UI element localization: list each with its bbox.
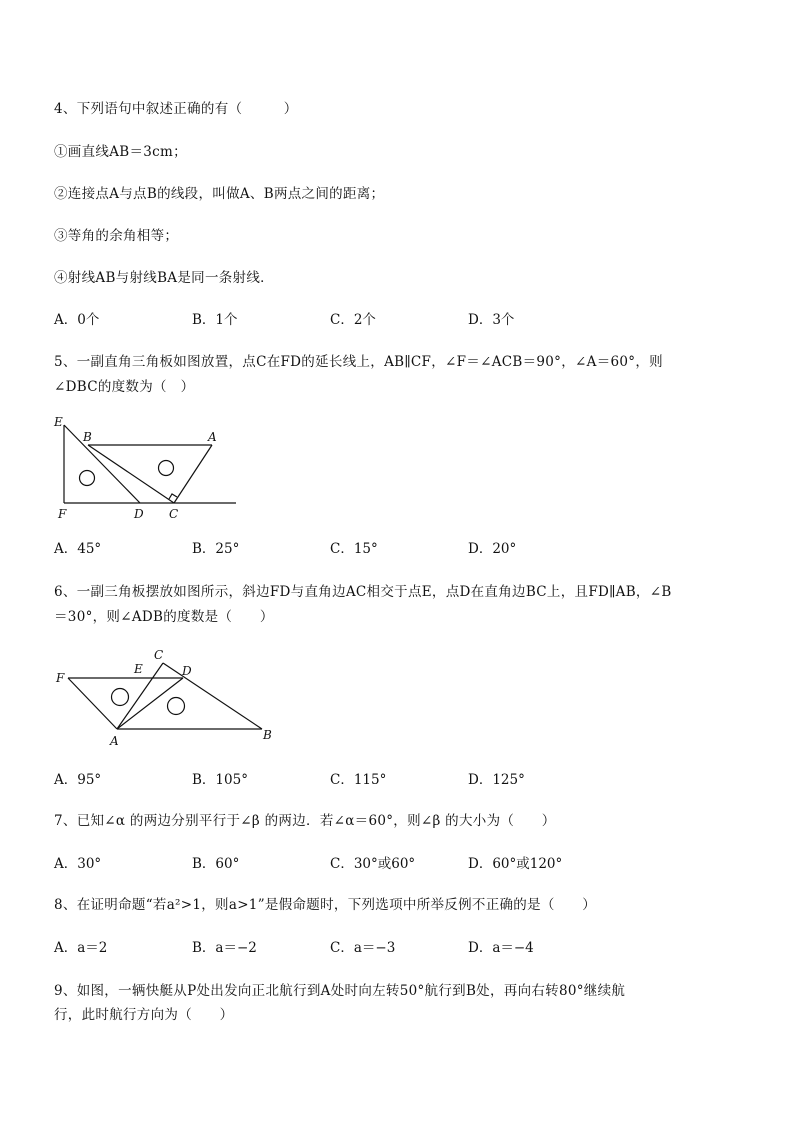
q7-option-a: A．30° <box>54 856 102 872</box>
q5-line-ed <box>64 425 140 503</box>
q6-option-b: B．105° <box>192 772 248 788</box>
q7-option-b: B．60° <box>192 856 240 872</box>
q4-item-2: ②连接点A与点B的线段，叫做A、B两点之间的距离； <box>54 186 385 202</box>
q6-label-a: A <box>110 734 119 748</box>
q6-circle-right <box>168 698 185 715</box>
q8-option-d: D．a＝−4 <box>468 940 534 956</box>
q8-option-a: A．a＝2 <box>54 940 108 956</box>
q5-circle-right <box>159 461 174 476</box>
q4-item-3: ③等角的余角相等； <box>54 228 179 244</box>
q4-stem: 4、下列语句中叙述正确的有（ ） <box>54 101 298 117</box>
q5-stem-line2: ∠DBC的度数为（ ） <box>54 379 195 395</box>
q8-stem: 8、在证明命题“若a²>1，则a>1”是假命题时，下列选项中所举反例不正确的是（ ） <box>54 897 597 913</box>
q6-option-c: C．115° <box>330 772 387 788</box>
q6-label-b: B <box>263 728 272 742</box>
q7-stem: 7、已知∠α 的两边分别平行于∠β 的两边．若∠α＝60°，则∠β 的大小为（ ） <box>54 813 556 829</box>
q6-line-cb <box>163 663 262 729</box>
q6-label-f: F <box>56 671 65 685</box>
q6-line-fa <box>68 678 117 729</box>
q6-label-c: C <box>154 648 164 662</box>
q6-stem-line2: ＝30°，则∠ADB的度数是（ ） <box>54 609 274 625</box>
q6-option-a: A．95° <box>54 772 102 788</box>
q6-line-ad <box>117 678 183 729</box>
q9-stem-line2: 行，此时航行方向为（ ） <box>54 1007 234 1023</box>
q4-option-b: B．1个 <box>192 312 238 328</box>
q9-stem-line1: 9、如图，一辆快艇从P处出发向正北航行到A处时向左转50°航行到B处，再向右转80°继续航 <box>54 983 626 999</box>
q5-label-c: C <box>169 507 179 521</box>
q4-item-1: ①画直线AB＝3cm； <box>54 144 187 160</box>
q4-option-d: D．3个 <box>468 312 515 328</box>
q6-circle-left <box>112 689 129 706</box>
q5-right-angle-mark <box>169 494 177 499</box>
q5-option-a: A．45° <box>54 541 102 557</box>
q7-option-c: C．30°或60° <box>330 856 416 872</box>
q5-label-d: D <box>134 507 144 521</box>
q8-option-c: C．a＝−3 <box>330 940 396 956</box>
q8-option-b: B．a＝−2 <box>192 940 257 956</box>
q5-label-b: B <box>83 430 92 444</box>
q5-figure <box>50 410 250 525</box>
q6-label-d: D <box>182 664 192 678</box>
q5-option-c: C．15° <box>330 541 378 557</box>
q5-stem-line1: 5、一副直角三角板如图放置，点C在FD的延长线上，AB∥CF，∠F＝∠ACB＝90°，∠A＝60°，则 <box>54 354 663 370</box>
q6-figure <box>50 642 280 750</box>
q5-option-d: D．20° <box>468 541 517 557</box>
q5-label-a: A <box>208 430 217 444</box>
q5-label-e: E <box>54 415 63 429</box>
q5-option-b: B．25° <box>192 541 240 557</box>
q5-line-ac <box>174 445 212 503</box>
q7-option-d: D．60°或120° <box>468 856 563 872</box>
q6-option-d: D．125° <box>468 772 525 788</box>
q4-item-4: ④射线AB与射线BA是同一条射线． <box>54 270 274 286</box>
q4-option-c: C．2个 <box>330 312 376 328</box>
q6-stem-line1: 6、一副三角板摆放如图所示，斜边FD与直角边AC相交于点E，点D在直角边BC上，且FD∥AB，∠B <box>54 584 672 600</box>
q6-label-e: E <box>134 662 143 676</box>
q4-option-a: A．0个 <box>54 312 100 328</box>
q5-circle-left <box>80 471 95 486</box>
q5-label-f: F <box>58 507 67 521</box>
